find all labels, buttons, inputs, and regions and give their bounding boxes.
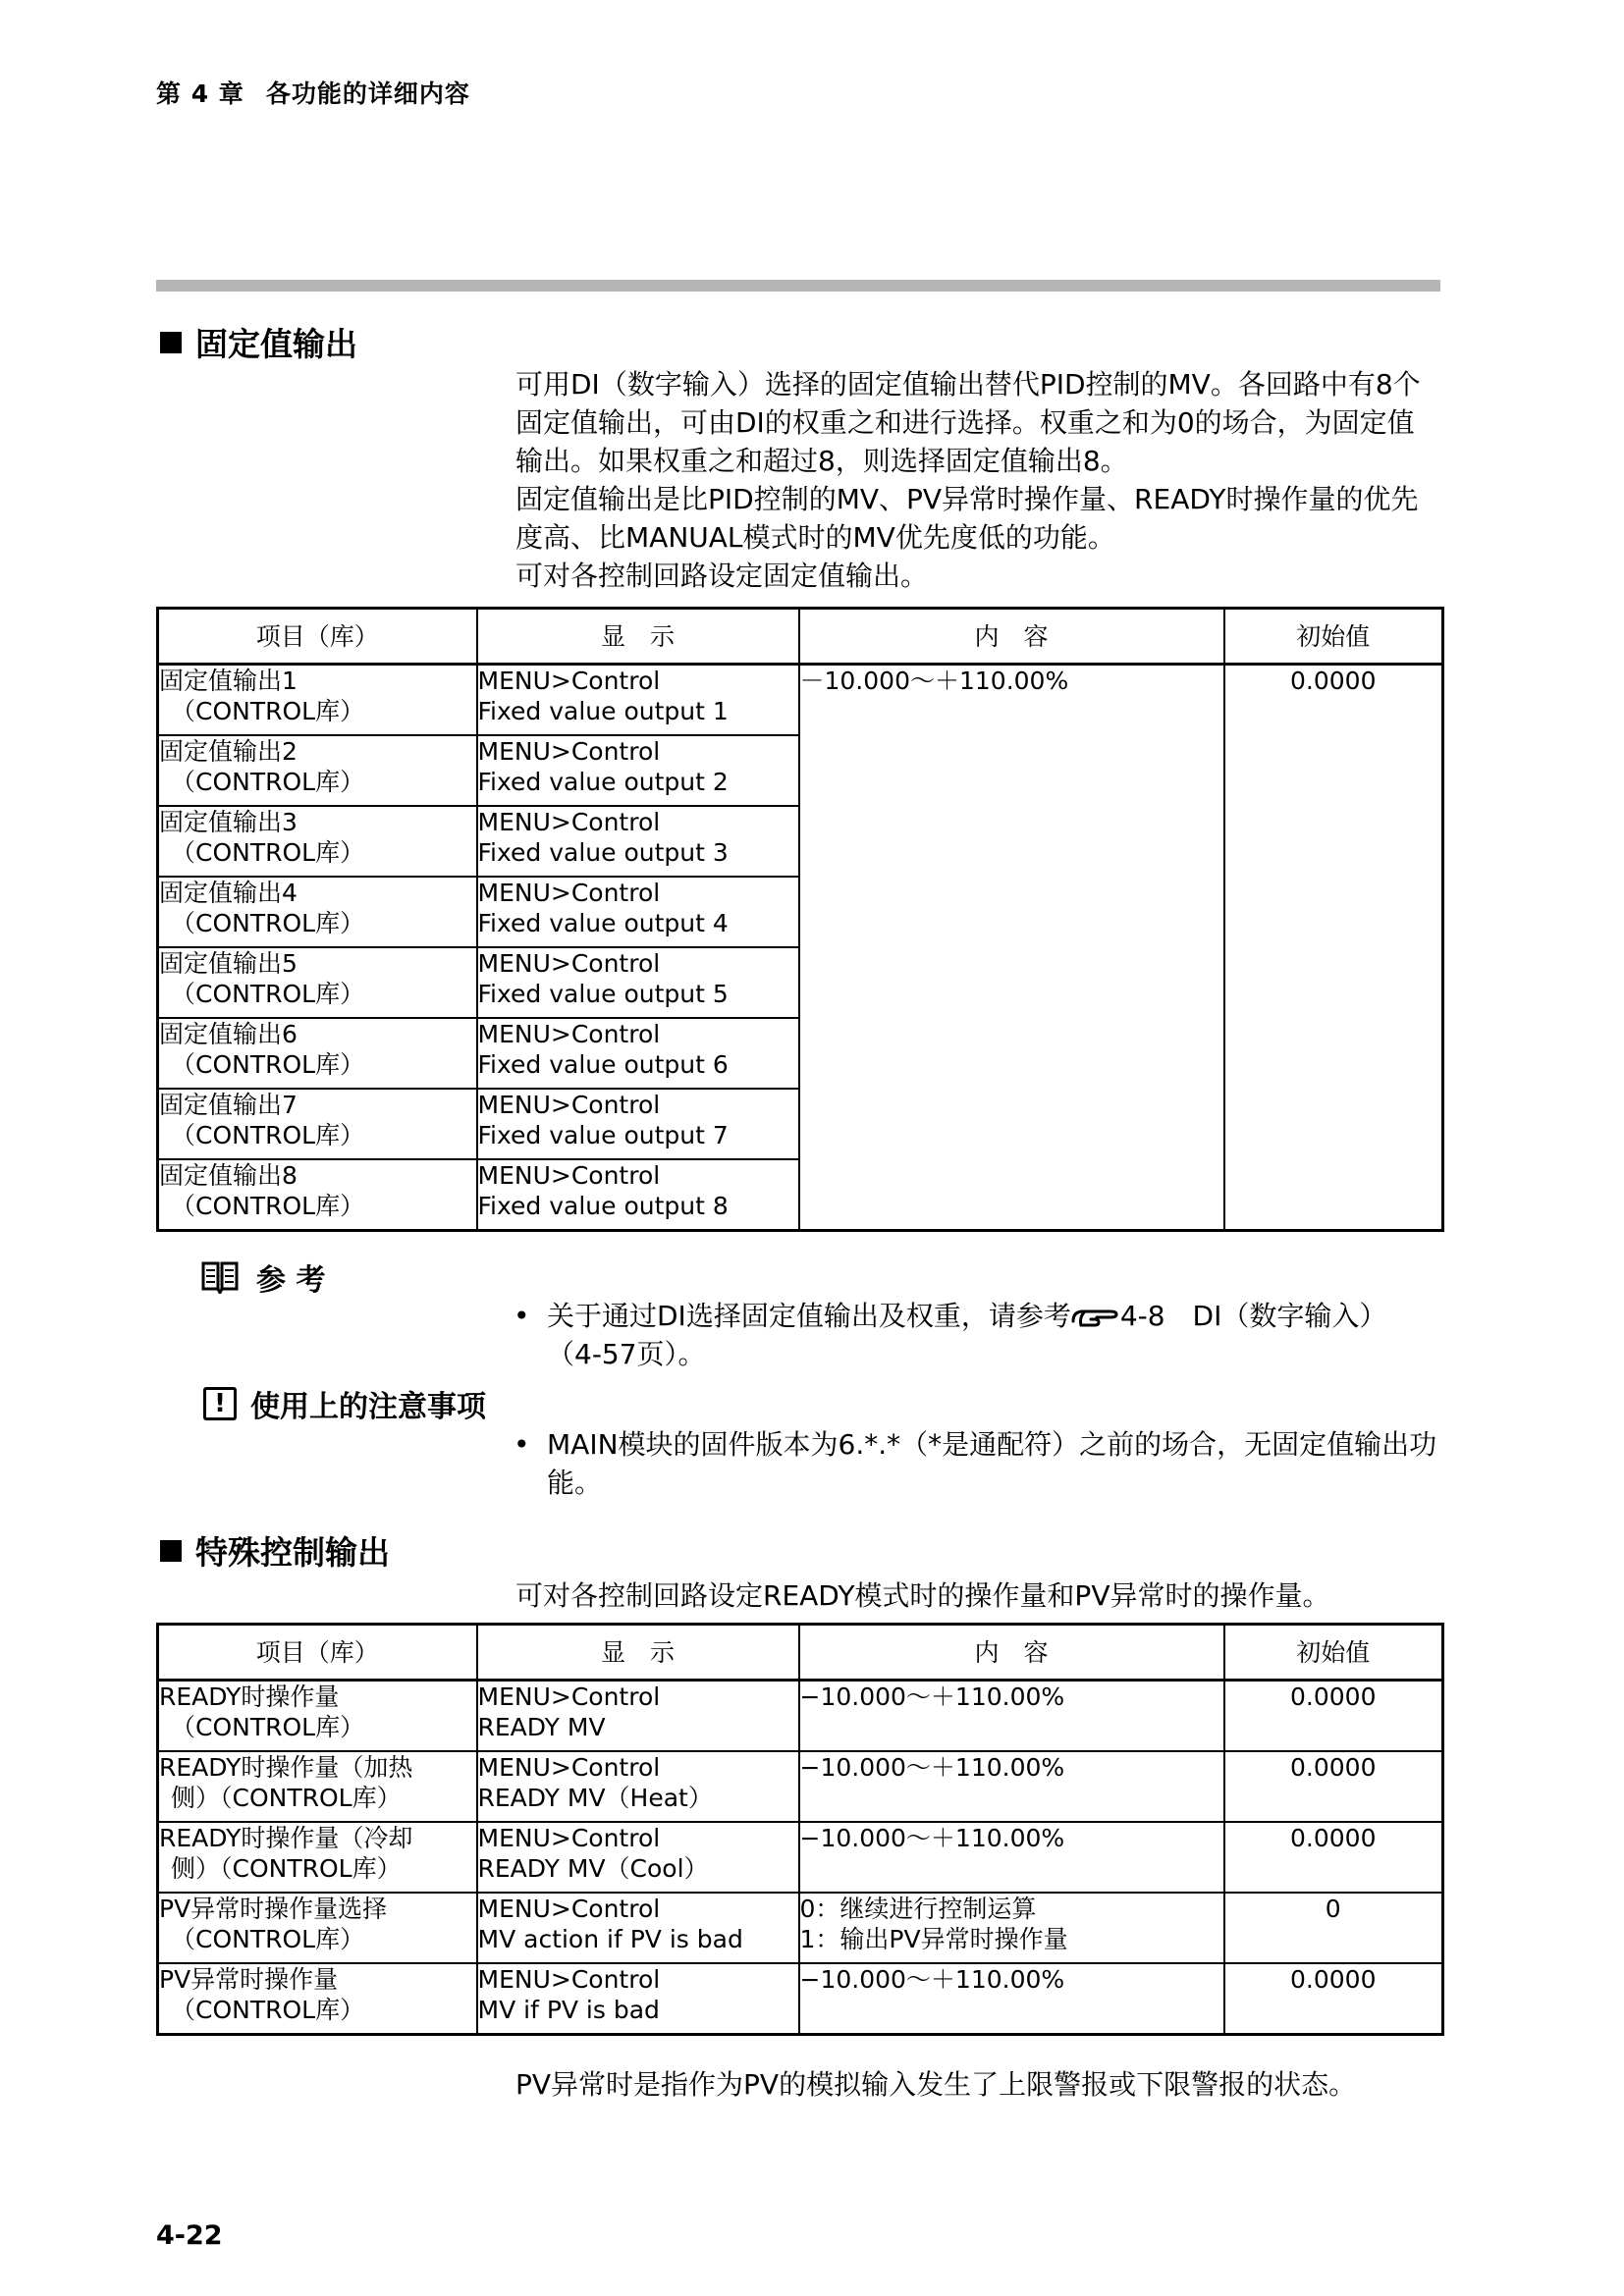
menu-item: READY MV（Cool） xyxy=(477,1854,709,1883)
menu-item: Fixed value output 7 xyxy=(477,1121,729,1149)
reference-title: 参 考 xyxy=(256,1263,326,1298)
cell-initial xyxy=(1224,1751,1443,1822)
cell-item xyxy=(158,665,477,736)
header-content: 内 容 xyxy=(799,609,1224,665)
cell-item xyxy=(158,735,477,806)
cell-item xyxy=(158,877,477,947)
menu-item: Fixed value output 3 xyxy=(477,838,729,867)
cell-initial xyxy=(1224,1822,1443,1893)
footnote: PV异常时是指作为PV的模拟输入发生了上限警报或下限警报的状态。 xyxy=(515,2068,1357,2101)
item-library: （CONTROL库） xyxy=(171,1925,365,1953)
paragraph-line: 可对各控制回路设定READY模式时的操作量和PV异常时的操作量。 xyxy=(515,1579,1330,1612)
menu-item: Fixed value output 6 xyxy=(477,1050,729,1079)
section-title-special-output xyxy=(160,1527,390,1574)
menu-path: MENU>Control xyxy=(477,1091,661,1119)
menu-item: Fixed value output 5 xyxy=(477,980,729,1008)
initial-value: 0 xyxy=(1325,1895,1341,1923)
cell-item xyxy=(158,1822,477,1893)
header-initial: 初始值 xyxy=(1224,609,1443,665)
header-display: 显 示 xyxy=(477,609,799,665)
cell-display xyxy=(477,1159,799,1231)
initial-value: 0.0000 xyxy=(1290,1824,1377,1852)
menu-item: MV if PV is bad xyxy=(477,1996,660,2024)
header-content: 内 容 xyxy=(799,1625,1224,1681)
initial-value: 0.0000 xyxy=(1290,667,1377,695)
caution-title: 使用上的注意事项 xyxy=(250,1390,486,1424)
section-divider xyxy=(156,280,1440,292)
cell-content xyxy=(799,1681,1224,1752)
item-library: （CONTROL库） xyxy=(171,838,365,867)
cell-content xyxy=(799,1893,1224,1963)
content-line: 0：继续进行控制运算 xyxy=(799,1895,1037,1923)
caution-heading xyxy=(203,1382,486,1425)
item-library: （CONTROL库） xyxy=(171,909,365,937)
cell-initial xyxy=(1224,1681,1443,1752)
menu-path: MENU>Control xyxy=(477,667,661,695)
header-item: 项目（库） xyxy=(158,609,477,665)
cell-display xyxy=(477,665,799,736)
item-name: 固定值输出4 xyxy=(159,879,298,907)
menu-path: MENU>Control xyxy=(477,1895,661,1923)
cell-display xyxy=(477,1681,799,1752)
square-bullet-icon xyxy=(160,1540,182,1562)
item-name: 固定值输出8 xyxy=(159,1161,298,1190)
item-library: （CONTROL库） xyxy=(171,980,365,1008)
fixed-output-table xyxy=(156,607,1444,1232)
item-name: 固定值输出7 xyxy=(159,1091,298,1119)
menu-path: MENU>Control xyxy=(477,808,661,836)
item-library: （CONTROL库） xyxy=(171,1713,365,1741)
cell-display xyxy=(477,1018,799,1089)
cell-display xyxy=(477,947,799,1018)
cell-item xyxy=(158,1751,477,1822)
menu-item: Fixed value output 4 xyxy=(477,909,729,937)
reference-text: 关于通过DI选择固定值输出及权重，请参考 xyxy=(547,1300,1071,1332)
item-library: （CONTROL库） xyxy=(171,697,365,725)
page-number: 4-22 xyxy=(156,2220,223,2251)
menu-item: Fixed value output 2 xyxy=(477,768,729,796)
cell-display xyxy=(477,735,799,806)
menu-item: MV action if PV is bad xyxy=(477,1925,743,1953)
item-library: 侧）（CONTROL库） xyxy=(171,1784,402,1812)
cell-display xyxy=(477,877,799,947)
cell-item xyxy=(158,1963,477,2035)
cell-display xyxy=(477,1089,799,1159)
section-title-fixed-output xyxy=(160,319,357,365)
item-library: （CONTROL库） xyxy=(171,1192,365,1220)
paragraph-line: 可对各控制回路设定固定值输出。 xyxy=(515,560,929,592)
book-icon xyxy=(201,1260,239,1294)
content-line: −10.000～＋110.00% xyxy=(799,1753,1065,1782)
menu-path: MENU>Control xyxy=(477,1753,661,1782)
item-name: READY时操作量 xyxy=(159,1682,340,1711)
menu-item: Fixed value output 1 xyxy=(477,697,729,725)
cell-item xyxy=(158,1893,477,1963)
cell-display xyxy=(477,806,799,877)
menu-path: MENU>Control xyxy=(477,1965,661,1994)
item-library: 侧）（CONTROL库） xyxy=(171,1854,402,1883)
chapter-title: 各功能的详细内容 xyxy=(265,80,470,108)
item-name: 固定值输出1 xyxy=(159,667,298,695)
paragraph-line: 可用DI（数字输入）选择的固定值输出替代PID控制的MV。各回路中有8个 xyxy=(515,368,1421,400)
table-row xyxy=(158,1822,1443,1893)
pointing-hand-icon xyxy=(1071,1304,1120,1329)
initial-value: 0.0000 xyxy=(1290,1965,1377,1994)
header-initial: 初始值 xyxy=(1224,1625,1443,1681)
menu-path: MENU>Control xyxy=(477,1161,661,1190)
table-row xyxy=(158,1893,1443,1963)
menu-item: READY MV（Heat） xyxy=(477,1784,713,1812)
cell-content xyxy=(799,1822,1224,1893)
content-line: −10.000～＋110.00% xyxy=(799,1965,1065,1994)
cell-initial xyxy=(1224,1893,1443,1963)
bullet-dot: • xyxy=(514,1428,530,1461)
cell-display xyxy=(477,1963,799,2035)
menu-path: MENU>Control xyxy=(477,1824,661,1852)
cell-display xyxy=(477,1822,799,1893)
exclamation-icon: ! xyxy=(203,1387,237,1420)
table-row xyxy=(158,1963,1443,2035)
reference-page: （4-57页）。 xyxy=(547,1338,706,1370)
paragraph-line: 输出。如果权重之和超过8，则选择固定值输出8。 xyxy=(515,445,1128,477)
reference-heading xyxy=(201,1255,325,1299)
header-item: 项目（库） xyxy=(158,1625,477,1681)
caution-text: 能。 xyxy=(547,1467,603,1499)
item-name: PV异常时操作量选择 xyxy=(159,1895,388,1923)
reference-bullet xyxy=(514,1297,1446,1373)
paragraph-line: 固定值输出，可由DI的权重之和进行选择。权重之和为0的场合，为固定值 xyxy=(515,406,1415,439)
chapter-number: 第 4 章 xyxy=(156,80,244,108)
item-library: （CONTROL库） xyxy=(171,1996,365,2024)
special-output-table xyxy=(156,1623,1444,2036)
menu-item: Fixed value output 8 xyxy=(477,1192,729,1220)
section1-paragraph xyxy=(515,365,1438,595)
cell-item xyxy=(158,1681,477,1752)
cell-content xyxy=(799,1963,1224,2035)
bullet-dot: • xyxy=(514,1300,530,1332)
cell-display xyxy=(477,1751,799,1822)
section2-paragraph xyxy=(515,1576,1438,1615)
content-line: −10.000～＋110.00% xyxy=(799,1824,1065,1852)
section-title-text: 固定值输出 xyxy=(195,325,357,363)
cell-item xyxy=(158,1159,477,1231)
item-name: PV异常时操作量 xyxy=(159,1965,339,1994)
menu-path: MENU>Control xyxy=(477,879,661,907)
caution-bullet xyxy=(514,1425,1446,1502)
initial-value: 0.0000 xyxy=(1290,1682,1377,1711)
cell-item xyxy=(158,1089,477,1159)
item-library: （CONTROL库） xyxy=(171,1121,365,1149)
reference-link[interactable]: 4-8 DI（数字输入） xyxy=(1119,1300,1387,1332)
cell-item xyxy=(158,1018,477,1089)
menu-item: READY MV xyxy=(477,1713,606,1741)
cell-display xyxy=(477,1893,799,1963)
cell-initial xyxy=(1224,1963,1443,2035)
cell-content xyxy=(799,665,1224,1231)
square-bullet-icon xyxy=(160,332,182,353)
cell-item xyxy=(158,947,477,1018)
caution-text: MAIN模块的固件版本为6.*.*（*是通配符）之前的场合，无固定值输出功 xyxy=(547,1428,1437,1461)
paragraph-line: 固定值输出是比PID控制的MV、PV异常时操作量、READY时操作量的优先 xyxy=(515,483,1419,515)
table-row xyxy=(158,665,1443,736)
item-library: （CONTROL库） xyxy=(171,768,365,796)
cell-item xyxy=(158,806,477,877)
table-row xyxy=(158,1751,1443,1822)
content-line: −10.000～＋110.00% xyxy=(799,1682,1065,1711)
table-row xyxy=(158,1681,1443,1752)
item-name: READY时操作量（加热 xyxy=(159,1753,413,1782)
initial-value: 0.0000 xyxy=(1290,1753,1377,1782)
menu-path: MENU>Control xyxy=(477,737,661,766)
value-range: －10.000～＋110.00% xyxy=(799,667,1069,695)
item-name: 固定值输出6 xyxy=(159,1020,298,1048)
item-name: 固定值输出2 xyxy=(159,737,298,766)
chapter-header xyxy=(156,75,470,110)
cell-initial xyxy=(1224,665,1443,1231)
content-line: 1：输出PV异常时操作量 xyxy=(799,1925,1068,1953)
menu-path: MENU>Control xyxy=(477,1020,661,1048)
item-name: READY时操作量（冷却 xyxy=(159,1824,413,1852)
section-title-text: 特殊控制输出 xyxy=(195,1533,390,1572)
item-name: 固定值输出3 xyxy=(159,808,298,836)
cell-content xyxy=(799,1751,1224,1822)
menu-path: MENU>Control xyxy=(477,1682,661,1711)
item-name: 固定值输出5 xyxy=(159,949,298,978)
menu-path: MENU>Control xyxy=(477,949,661,978)
paragraph-line: 度高、比MANUAL模式时的MV优先度低的功能。 xyxy=(515,521,1115,554)
item-library: （CONTROL库） xyxy=(171,1050,365,1079)
header-display: 显 示 xyxy=(477,1625,799,1681)
